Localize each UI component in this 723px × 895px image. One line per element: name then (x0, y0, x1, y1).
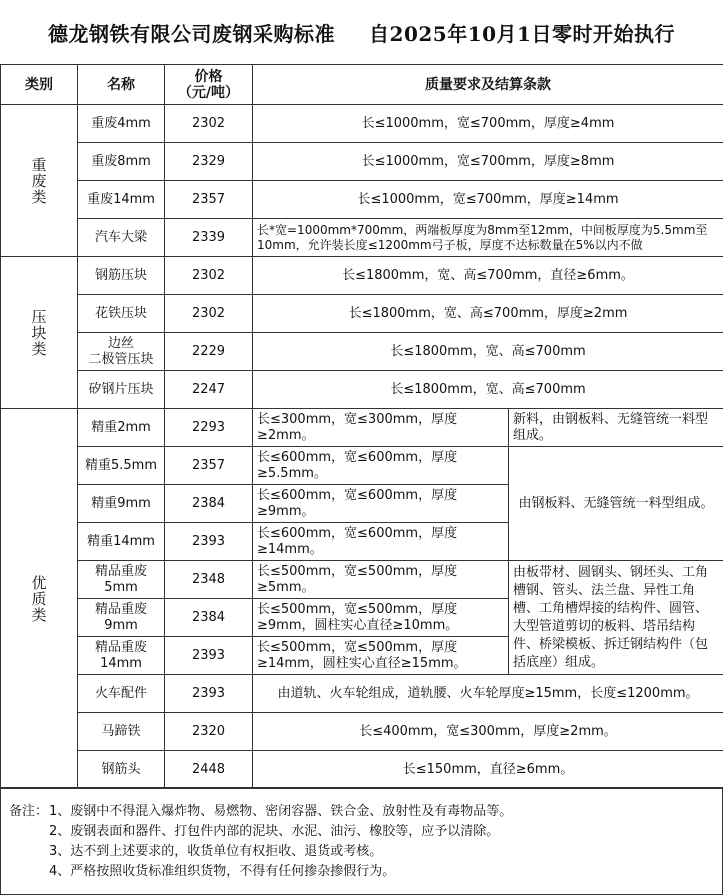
table-row (1, 447, 723, 485)
note-line (1, 822, 722, 842)
table-row (1, 371, 723, 409)
item-requirement: 长≤1000mm，宽≤700mm，厚度≥14mm (253, 181, 723, 219)
table-row (1, 105, 723, 143)
item-price: 2348 (165, 561, 253, 599)
item-price: 2293 (165, 409, 253, 447)
notes-section (0, 787, 723, 895)
scrap-standard-table (0, 64, 723, 789)
note-line (1, 842, 722, 862)
item-requirement: 长≤600mm，宽≤600mm，厚度≥14mm。 (253, 523, 509, 561)
item-price: 2448 (165, 751, 253, 789)
item-price: 2339 (165, 219, 253, 257)
note-item: 1、废钢中不得混入爆炸物、易燃物、密闭容器、铁合金、放射性及有毒物品等。 (49, 804, 513, 819)
item-requirement: 长≤150mm，直径≥6mm。 (253, 751, 723, 789)
item-name: 重废4mm (78, 105, 165, 143)
item-name: 重废8mm (78, 143, 165, 181)
item-name: 精品重废 9mm (78, 599, 165, 637)
item-name: 马蹄铁 (78, 713, 165, 751)
item-price: 2384 (165, 599, 253, 637)
item-requirement: 由道轨、火车轮组成，道轨腰、火车轮厚度≥15mm，长度≤1200mm。 (253, 675, 723, 713)
item-requirement: 长≤1800mm，宽、高≤700mm (253, 371, 723, 409)
header-price-line2: （元/吨） (177, 84, 240, 101)
item-requirement: 长≤600mm，宽≤600mm，厚度≥5.5mm。 (253, 447, 509, 485)
item-price: 2229 (165, 333, 253, 371)
item-name: 重废14mm (78, 181, 165, 219)
table-header-row (1, 65, 723, 105)
merged-note-premium-heavy: 由板带材、圆钢头、钢坯头、工角槽钢、管头、法兰盘、异性工角槽、工角槽焊接的结构件、圆管、大型管道剪切的板料、塔吊结构件、桥梁模板、拆迁钢结构件（包括底座）组成。 (509, 561, 723, 675)
table-row (1, 751, 723, 789)
table-row (1, 219, 723, 257)
item-name: 汽车大梁 (78, 219, 165, 257)
item-requirement: 长≤1800mm，宽、高≤700mm (253, 333, 723, 371)
merged-note-fine-heavy: 由钢板料、无缝管统一料型组成。 (509, 447, 723, 561)
item-requirement: 长≤600mm，宽≤600mm，厚度≥9mm。 (253, 485, 509, 523)
header-price-line1: 价格 (194, 68, 223, 85)
item-name: 边丝 二极管压块 (78, 333, 165, 371)
note-item: 2、废钢表面和器件、打包件内部的泥块、水泥、油污、橡胶等，应予以清除。 (49, 824, 500, 839)
header-category: 类别 (1, 65, 78, 105)
item-name: 钢筋压块 (78, 257, 165, 295)
item-requirement: 长≤1000mm，宽≤700mm，厚度≥4mm (253, 105, 723, 143)
item-price: 2357 (165, 181, 253, 219)
item-name: 矽钢片压块 (78, 371, 165, 409)
item-price: 2329 (165, 143, 253, 181)
item-name: 精品重废 14mm (78, 637, 165, 675)
note-item: 3、达不到上述要求的，收货单位有权拒收、退货或考核。 (49, 844, 383, 859)
table-row (1, 561, 723, 599)
table-row (1, 295, 723, 333)
note-line (1, 862, 722, 882)
item-price: 2302 (165, 295, 253, 333)
item-name: 精重9mm (78, 485, 165, 523)
item-price: 2393 (165, 637, 253, 675)
item-requirement: 长≤300mm，宽≤300mm，厚度≥2mm。 (253, 409, 509, 447)
item-name: 精重2mm (78, 409, 165, 447)
category-compressed: 压 块 类 (1, 257, 78, 409)
item-name: 火车配件 (78, 675, 165, 713)
table-row (1, 257, 723, 295)
table-row (1, 713, 723, 751)
document-title (0, 0, 723, 64)
title-company-standard: 德龙钢铁有限公司废钢采购标准 (48, 21, 336, 46)
item-name: 精重5.5mm (78, 447, 165, 485)
item-requirement: 长≤400mm，宽≤300mm，厚度≥2mm。 (253, 713, 723, 751)
item-price: 2320 (165, 713, 253, 751)
note-line (1, 802, 722, 822)
table-row (1, 409, 723, 447)
item-price: 2393 (165, 523, 253, 561)
item-name: 钢筋头 (78, 751, 165, 789)
table-row (1, 333, 723, 371)
item-requirement: 长≤1800mm，宽、高≤700mm，厚度≥2mm (253, 295, 723, 333)
item-requirement: 长≤500mm，宽≤500mm，厚度≥5mm。 (253, 561, 509, 599)
table-row (1, 143, 723, 181)
category-premium: 优 质 类 (1, 409, 78, 789)
item-price: 2247 (165, 371, 253, 409)
item-price: 2302 (165, 257, 253, 295)
item-name: 精重14mm (78, 523, 165, 561)
item-requirement: 长*宽=1000mm*700mm，两端板厚度为8mm至12mm，中间板厚度为5.5mm至10mm，允许装长度≤1200mm弓子板，厚度不达标数量在5%以内不做 (253, 219, 723, 257)
item-price: 2302 (165, 105, 253, 143)
item-price: 2393 (165, 675, 253, 713)
category-heavy: 重 废 类 (1, 105, 78, 257)
header-requirements: 质量要求及结算条款 (253, 65, 723, 105)
item-requirement: 长≤500mm，宽≤500mm，厚度≥14mm，圆柱实心直径≥15mm。 (253, 637, 509, 675)
table-row (1, 181, 723, 219)
header-name: 名称 (78, 65, 165, 105)
note-item: 4、严格按照收货标准组织货物，不得有任何掺杂掺假行为。 (49, 864, 396, 879)
header-price (165, 65, 253, 105)
item-requirement: 长≤500mm，宽≤500mm，厚度≥9mm，圆柱实心直径≥10mm。 (253, 599, 509, 637)
item-requirement: 长≤1000mm，宽≤700mm，厚度≥8mm (253, 143, 723, 181)
item-name: 精品重废 5mm (78, 561, 165, 599)
notes-label: 备注： (9, 804, 49, 819)
item-name: 花铁压块 (78, 295, 165, 333)
table-row (1, 675, 723, 713)
title-effective-date: 自2025年10月1日零时开始执行 (369, 21, 675, 46)
item-requirement: 长≤1800mm，宽、高≤700mm，直径≥6mm。 (253, 257, 723, 295)
item-price: 2357 (165, 447, 253, 485)
item-price: 2384 (165, 485, 253, 523)
item-extra-note: 新料，由钢板料、无缝管统一料型组成。 (509, 409, 723, 447)
